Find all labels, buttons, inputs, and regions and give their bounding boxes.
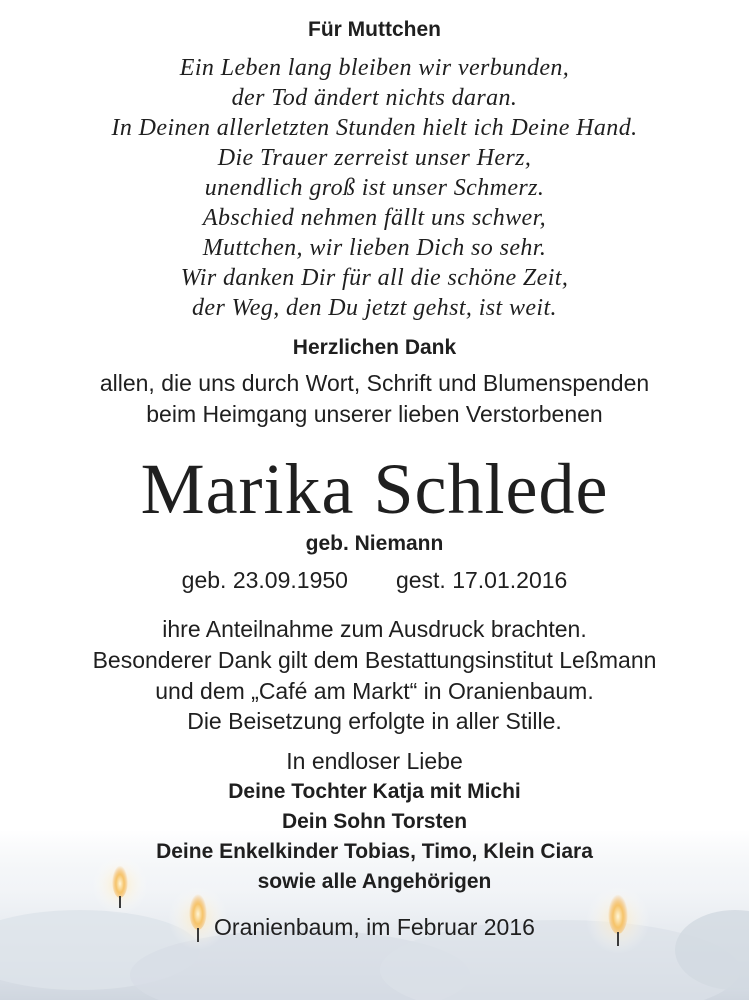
thanks-heading: Herzlichen Dank [292,336,457,359]
deceased-name: Marika Schlede [140,449,609,529]
maiden-name: geb. Niemann [305,532,444,555]
place-and-date: Oranienbaum, im Februar 2016 [214,914,535,940]
poem-line: der Weg, den Du jetzt gehst, ist weit. [192,295,557,321]
thanks-body-line: und dem „Café am Markt“ in Oranienbaum. [155,678,594,704]
poem-line: der Tod ändert nichts daran. [231,85,518,111]
thanks-body-line: ihre Anteilnahme zum Ausdruck brachten. [162,616,587,642]
heading: Für Muttchen [308,18,441,41]
mourner-line: Deine Tochter Katja mit Michi [228,780,521,803]
poem-line: In Deinen allerletzten Stunden hielt ich Deine Hand. [111,115,638,141]
mourner-line: Dein Sohn Torsten [281,810,468,833]
death-date: gest. 17.01.2016 [395,567,568,593]
poem-line: Ein Leben lang bleiben wir verbunden, [179,55,570,81]
poem-line: unendlich groß ist unser Schmerz. [204,175,545,201]
birth-date: geb. 23.09.1950 [181,567,348,593]
mourner-line: Deine Enkelkinder Tobias, Timo, Klein Ciara [156,840,593,863]
thanks-body-line: Die Beisetzung erfolgte in aller Stille. [187,708,562,734]
poem-line: Die Trauer zerreist unser Herz, [217,145,532,171]
life-dates [0,567,749,594]
mourner-line: sowie alle Angehörigen [257,870,492,893]
poem-line: Abschied nehmen fällt uns schwer, [202,205,547,231]
thanks-body-line: Besonderer Dank gilt dem Bestattungsinstitut Leßmann [92,647,657,673]
thanks-intro-line: allen, die uns durch Wort, Schrift und Blumenspenden [99,370,650,396]
poem-line: Wir danken Dir für all die schöne Zeit, [180,265,569,291]
thanks-intro-line: beim Heimgang unserer lieben Verstorbenen [146,401,603,427]
closing-phrase: In endloser Liebe [286,748,463,774]
poem-line: Muttchen, wir lieben Dich so sehr. [202,235,547,261]
